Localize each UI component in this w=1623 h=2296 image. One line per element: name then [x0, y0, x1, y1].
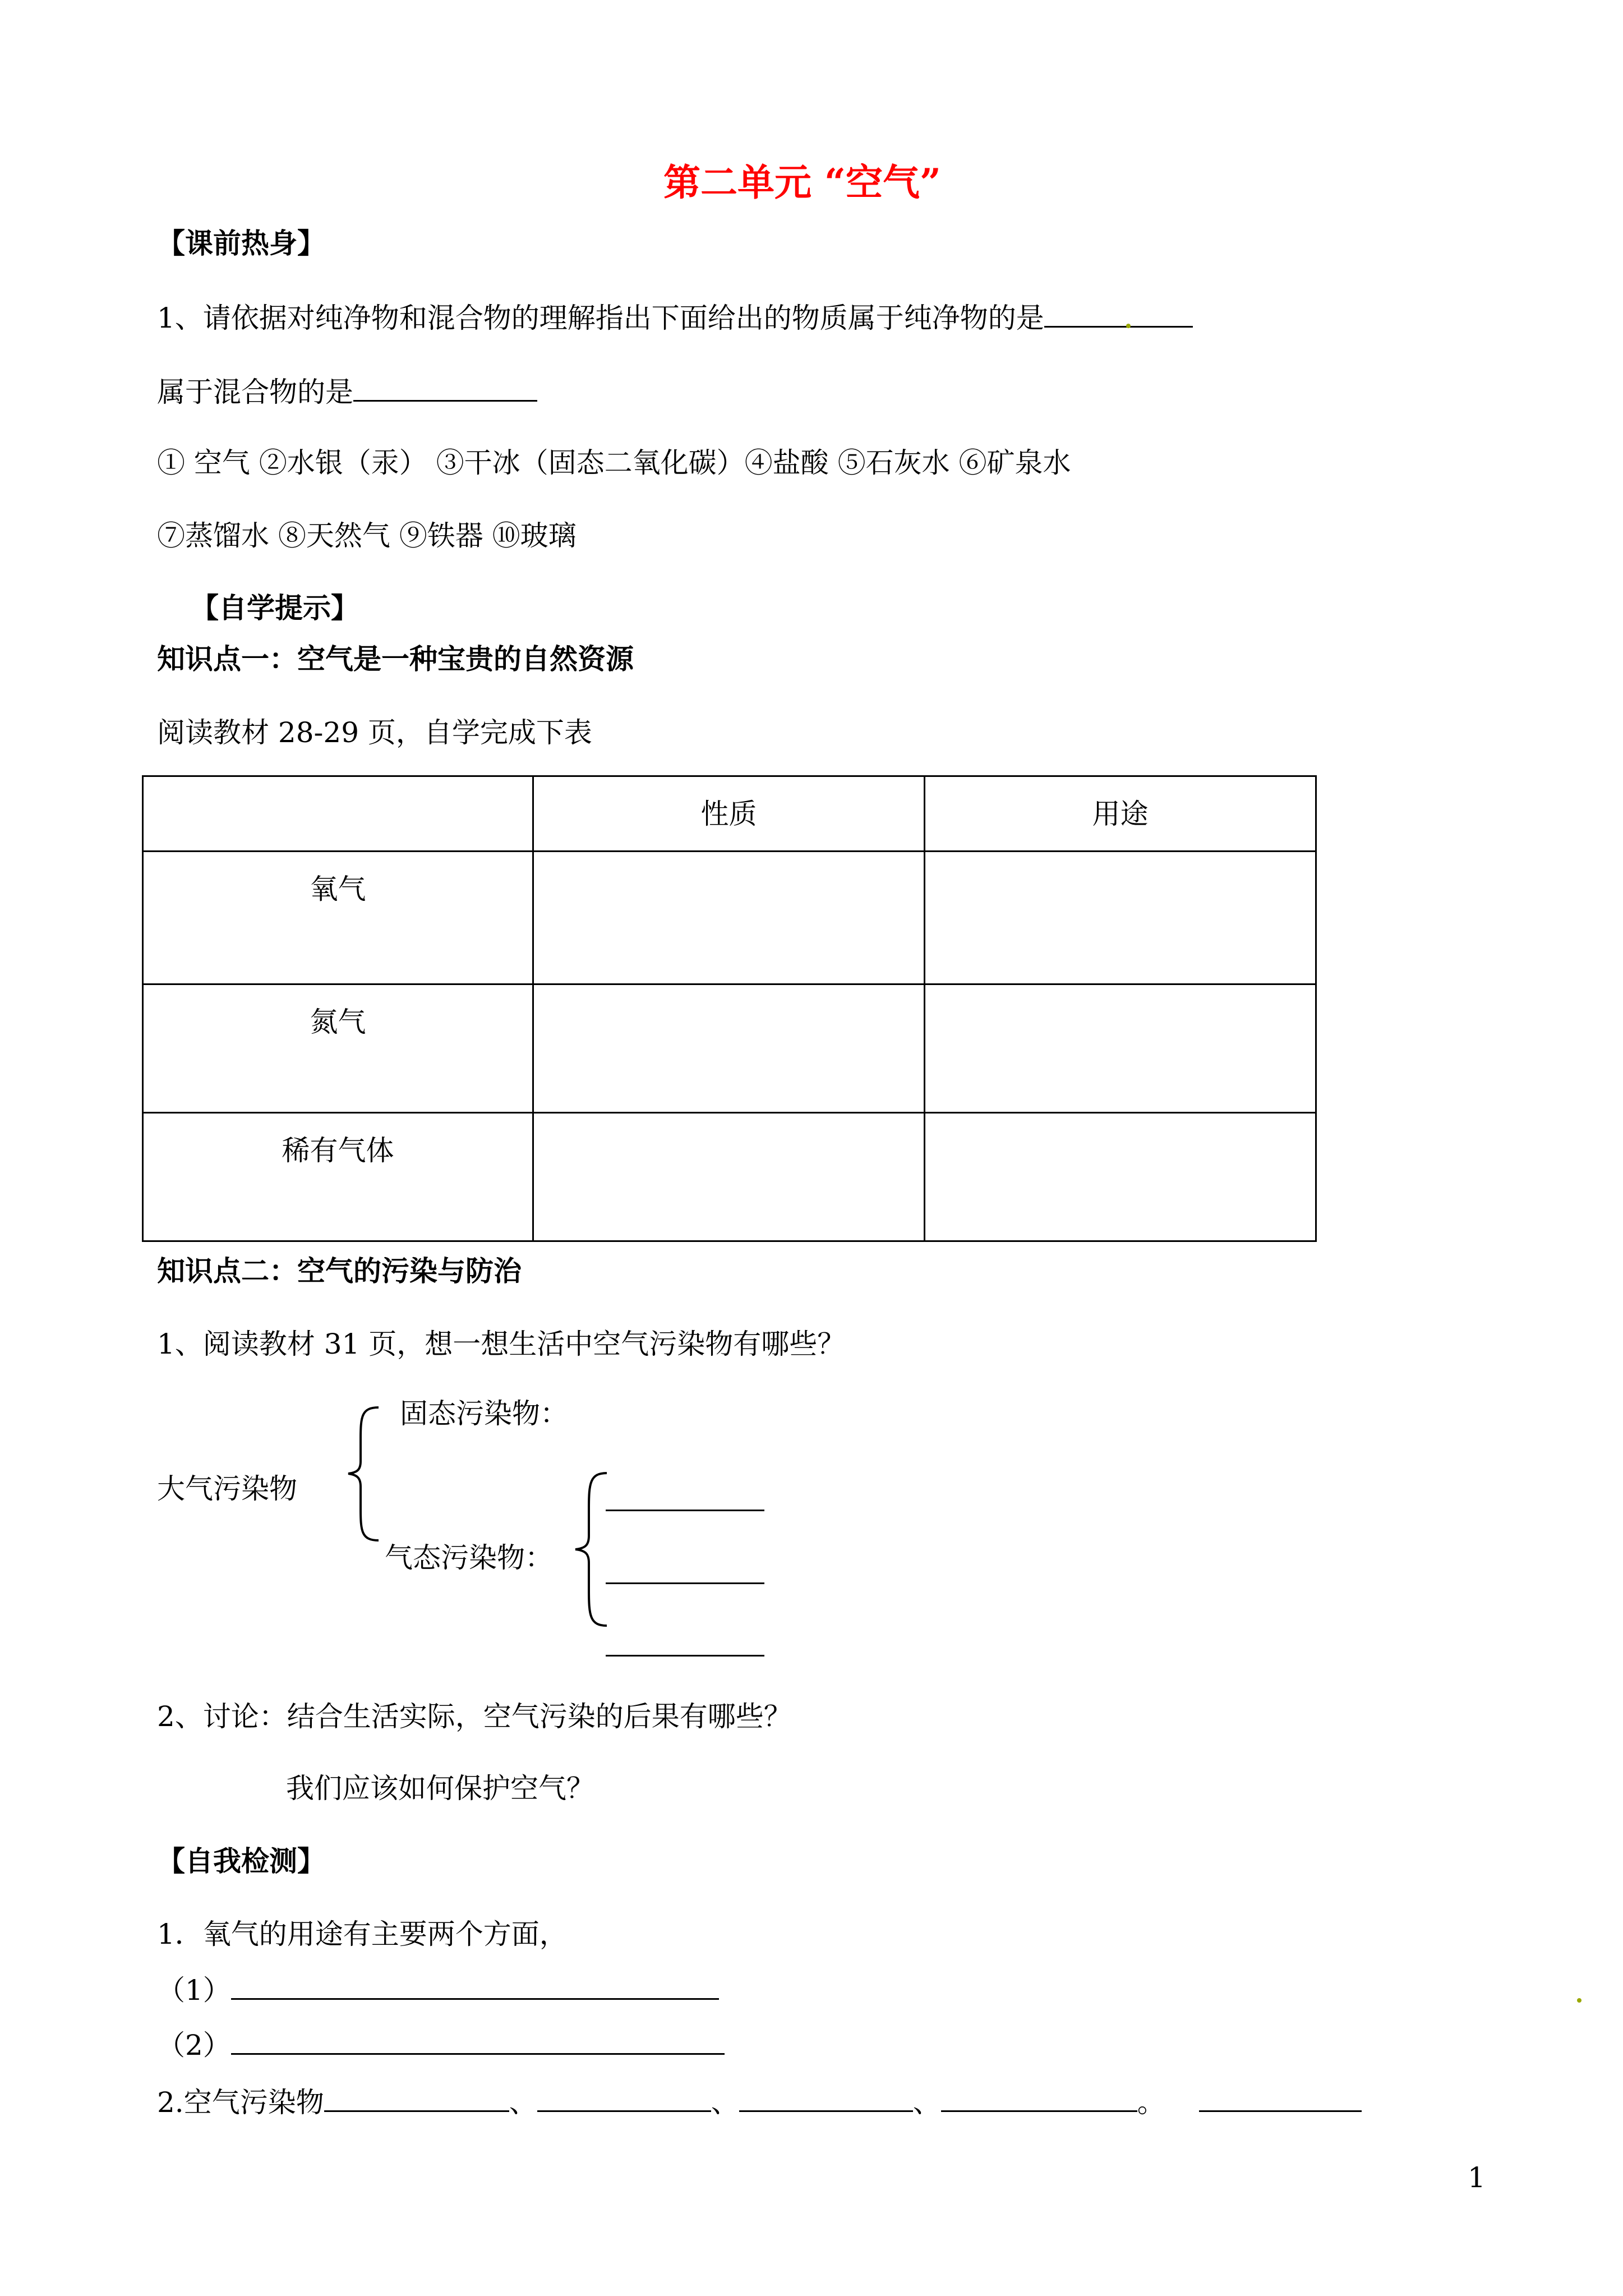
answer-blank-gas-2[interactable] — [606, 1582, 764, 1584]
reading-instruction: 阅读教材 28-29 页，自学完成下表 — [157, 716, 592, 749]
question-text: 1、请依据对纯净物和混合物的理解指出下面给出的物质属于纯净物的是 — [157, 302, 1044, 334]
table-cell-input[interactable] — [533, 852, 925, 984]
properties-table — [142, 775, 1317, 1242]
section-heading-selfstudy: 【自学提示】 — [191, 591, 359, 624]
marker-dot — [1126, 324, 1131, 328]
question-pollutants: 1、阅读教材 31 页，想一想生活中空气污染物有哪些？ — [157, 1328, 846, 1360]
section-heading-warmup: 【课前热身】 — [157, 227, 325, 260]
answer-blank-extra[interactable] — [1199, 2085, 1362, 2112]
question-text: 2.空气污染物 — [157, 2086, 324, 2119]
pollutant-root-label: 大气污染物 — [157, 1473, 297, 1505]
table-cell-input[interactable] — [925, 852, 1316, 984]
solid-pollutant-label: 固态污染物： — [400, 1397, 568, 1430]
answer-blank-use-1[interactable] — [231, 1972, 719, 2000]
marker-dot — [1577, 1998, 1581, 2003]
table-row-label: 氮气 — [143, 984, 533, 1113]
page-number: 1 — [1468, 2161, 1486, 2194]
separator: 、 — [912, 2086, 941, 2119]
check-q1-item-1 — [157, 1972, 719, 2007]
table-cell-input[interactable] — [533, 1113, 925, 1241]
left-brace-icon — [345, 1405, 384, 1543]
table-row-label: 氧气 — [143, 852, 533, 984]
answer-blank-pollutant-2[interactable] — [537, 2085, 711, 2112]
answer-blank-gas-1[interactable] — [606, 1510, 764, 1511]
table-header-empty — [143, 776, 533, 852]
right-brace-icon — [572, 1471, 611, 1628]
check-question-2 — [157, 2085, 1362, 2119]
answer-blank-pollutant-1[interactable] — [324, 2085, 509, 2112]
section-heading-selfcheck: 【自我检测】 — [157, 1844, 325, 1878]
table-header-use: 用途 — [925, 776, 1316, 852]
gas-pollutant-label: 气态污染物： — [385, 1542, 553, 1574]
question-discussion: 2、讨论：结合生活实际，空气污染的后果有哪些？ — [157, 1700, 792, 1733]
question-1-line1 — [157, 300, 1193, 335]
check-question-1: 1．氧气的用途有主要两个方面， — [157, 1918, 568, 1950]
answer-blank-pure[interactable] — [1044, 300, 1193, 328]
item-label: （1） — [157, 1974, 231, 2007]
answer-blank-pollutant-4[interactable] — [941, 2085, 1137, 2112]
question-1-line2 — [157, 374, 537, 409]
table-header-property: 性质 — [533, 776, 925, 852]
item-label: （2） — [157, 2029, 231, 2062]
question-text: 属于混合物的是 — [157, 376, 353, 408]
page-title: 第二单元 “空气” — [663, 160, 941, 204]
table-cell-input[interactable] — [925, 1113, 1316, 1241]
knowledge-point-1: 知识点一：空气是一种宝贵的自然资源 — [157, 642, 634, 675]
items-line-1: ① 空气 ②水银（汞） ③干冰（固态二氧化碳）④盐酸 ⑤石灰水 ⑥矿泉水 — [157, 447, 1071, 479]
sentence-end: 。 — [1137, 2086, 1165, 2119]
answer-blank-use-2[interactable] — [231, 2027, 725, 2055]
answer-blank-pollutant-3[interactable] — [739, 2085, 913, 2112]
question-protection: 我们应该如何保护空气？ — [286, 1772, 594, 1805]
items-line-2: ⑦蒸馏水 ⑧天然气 ⑨铁器 ⑩玻璃 — [157, 519, 577, 552]
separator: 、 — [509, 2086, 537, 2119]
check-q1-item-2 — [157, 2027, 725, 2062]
table-row-label: 稀有气体 — [143, 1113, 533, 1241]
knowledge-point-2: 知识点二：空气的污染与防治 — [157, 1254, 522, 1287]
separator: 、 — [711, 2086, 739, 2119]
table-cell-input[interactable] — [533, 984, 925, 1113]
answer-blank-gas-3[interactable] — [606, 1655, 764, 1657]
answer-blank-mixture[interactable] — [353, 374, 537, 402]
table-cell-input[interactable] — [925, 984, 1316, 1113]
